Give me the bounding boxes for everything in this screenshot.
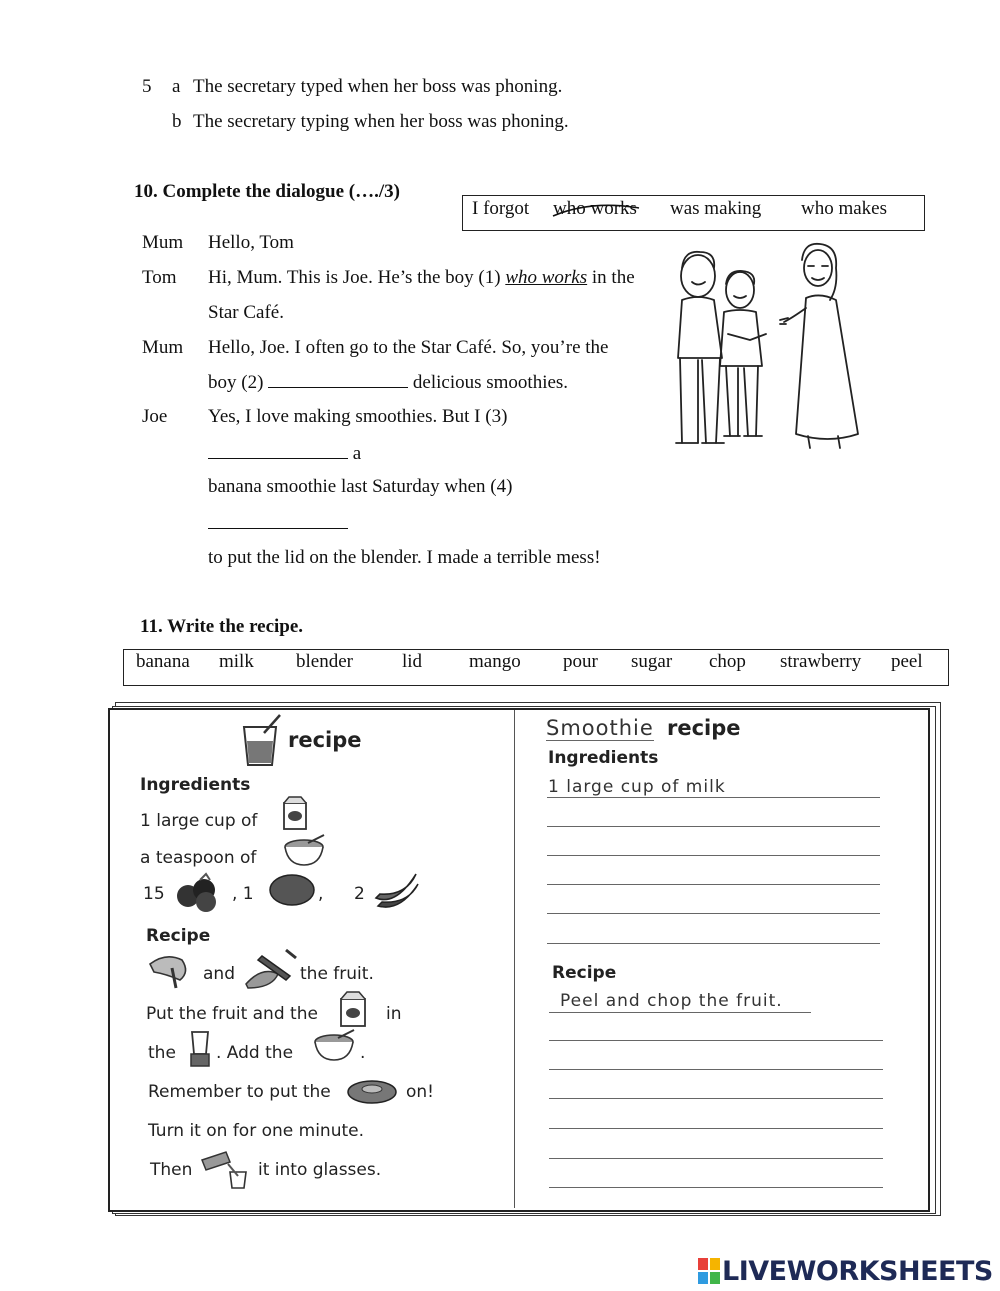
question-number: 5 [142, 76, 152, 97]
left-step-text: Put the fruit and the [146, 1004, 318, 1024]
answer-3-blank[interactable] [208, 442, 348, 459]
left-step-text: . Add the [216, 1043, 294, 1063]
word-bank-item: blender [296, 651, 353, 672]
banana-icon [372, 868, 422, 910]
word-bank-item: was making [670, 198, 762, 219]
word-bank-item: chop [709, 651, 746, 672]
dialogue-text: boy (2) [208, 372, 269, 393]
answer-line[interactable] [549, 1128, 883, 1129]
blender-icon [186, 1028, 214, 1068]
dialogue-line [208, 512, 348, 535]
answer-4-blank[interactable] [208, 512, 348, 529]
section-10-title: 10. Complete the dialogue (…./3) [134, 181, 400, 202]
right-title-handwritten[interactable]: Smoothie [546, 716, 654, 740]
option-b-text: The secretary typing when her boss was phoning. [193, 111, 569, 132]
answer-line[interactable] [549, 1012, 811, 1013]
right-ingredients-title: Ingredients [548, 748, 659, 768]
speaker-label: Mum [142, 337, 184, 358]
left-step-text: the [148, 1043, 176, 1063]
answer-line[interactable] [547, 884, 880, 885]
left-ingredients-title: Ingredients [140, 775, 251, 795]
word-bank-item: peel [891, 651, 923, 672]
speaker-label: Mum [142, 232, 184, 253]
right-step-answer[interactable]: Peel and chop the fruit. [560, 991, 783, 1011]
left-ingredient-line: 15 [143, 884, 165, 904]
word-bank-item: sugar [631, 651, 673, 672]
right-title-rest: recipe [667, 716, 741, 740]
option-b-label: b [172, 111, 182, 132]
left-recipe-title: Recipe [146, 926, 211, 946]
word-bank-item: strawberry [780, 651, 862, 672]
dialogue-text: delicious smoothies. [408, 372, 569, 393]
book-spine [514, 710, 515, 1208]
sugar-bowl-icon [312, 1028, 358, 1064]
word-bank-item: milk [219, 651, 254, 672]
word-bank-item: who works [553, 198, 637, 219]
left-ingredient-line: a teaspoon of [140, 848, 257, 868]
dialogue-text: a [348, 443, 362, 464]
pour-icon [200, 1150, 252, 1190]
option-a-label: a [172, 76, 181, 97]
left-step-text: the fruit. [300, 964, 374, 984]
strike-mark [551, 198, 643, 220]
mango-icon [268, 868, 318, 910]
word-bank-10 [462, 195, 925, 231]
word-bank-11 [123, 649, 949, 686]
left-step-text: in [386, 1004, 402, 1024]
answer-line[interactable] [549, 1069, 883, 1070]
left-step-text: Turn it on for one minute. [148, 1121, 364, 1141]
lid-icon [346, 1074, 402, 1108]
answer-line[interactable] [547, 913, 880, 914]
left-step-text: on! [406, 1082, 434, 1102]
peel-icon [146, 950, 192, 990]
answer-2-blank[interactable] [268, 371, 408, 388]
speaker-label: Tom [142, 267, 177, 288]
speaker-label: Joe [142, 406, 168, 427]
answer-line[interactable] [549, 1158, 883, 1159]
left-recipe-heading: recipe [288, 728, 362, 752]
left-step-text: . [360, 1043, 366, 1063]
word-bank-item: who makes [801, 198, 888, 219]
glass-icon [240, 713, 284, 767]
left-ingredient-line: 2 [354, 884, 365, 904]
strawberry-icon [174, 872, 228, 914]
answer-line[interactable] [549, 1040, 883, 1041]
dialogue-line: Star Café. [208, 302, 284, 323]
left-ingredient-line: , [318, 884, 324, 904]
people-illustration [668, 238, 868, 453]
word-bank-item: lid [402, 651, 423, 672]
dialogue-text: in the [587, 267, 635, 288]
sugar-bowl-icon [282, 833, 328, 869]
right-ingredient-answer[interactable]: 1 large cup of milk [548, 777, 726, 797]
right-recipe-title: Recipe [552, 963, 617, 983]
answer-line[interactable] [549, 1187, 883, 1188]
word-bank-item: I forgot [472, 198, 530, 219]
answer-line[interactable] [547, 826, 880, 827]
left-ingredient-line: , 1 [232, 884, 254, 904]
milk-carton-icon [338, 990, 368, 1028]
left-step-text: Remember to put the [148, 1082, 331, 1102]
left-step-text: Then [150, 1160, 193, 1180]
answer-line[interactable] [547, 943, 880, 944]
dialogue-line: Yes, I love making smoothies. But I (3) [208, 406, 508, 427]
word-bank-item: pour [563, 651, 598, 672]
chop-icon [242, 946, 300, 990]
dialogue-line [208, 371, 568, 394]
left-step-text: and [203, 964, 235, 984]
answer-1[interactable]: who works [505, 267, 588, 288]
section-11-title: 11. Write the recipe. [140, 616, 304, 637]
left-ingredient-line: 1 large cup of [140, 811, 258, 831]
answer-line[interactable] [547, 855, 880, 856]
dialogue-line: banana smoothie last Saturday when (4) [208, 476, 513, 497]
dialogue-line: Hello, Tom [208, 232, 294, 253]
milk-carton-icon [281, 795, 309, 831]
left-step-text: it into glasses. [258, 1160, 382, 1180]
logo-icon [698, 1258, 720, 1284]
option-a-text: The secretary typed when her boss was phoning. [193, 76, 563, 97]
dialogue-line: to put the lid on the blender. I made a terrible mess! [208, 547, 601, 568]
word-bank-item: mango [469, 651, 521, 672]
logo-text: LIVEWORKSHEETS [722, 1256, 993, 1287]
word-bank-item: banana [136, 651, 190, 672]
dialogue-line [208, 267, 635, 289]
dialogue-line [208, 442, 361, 465]
answer-line[interactable] [549, 1098, 883, 1099]
dialogue-text: Hi, Mum. This is Joe. He’s the boy (1) [208, 267, 506, 288]
answer-line[interactable] [547, 797, 880, 798]
dialogue-line: Hello, Joe. I often go to the Star Café. So, you’re the [208, 337, 609, 358]
